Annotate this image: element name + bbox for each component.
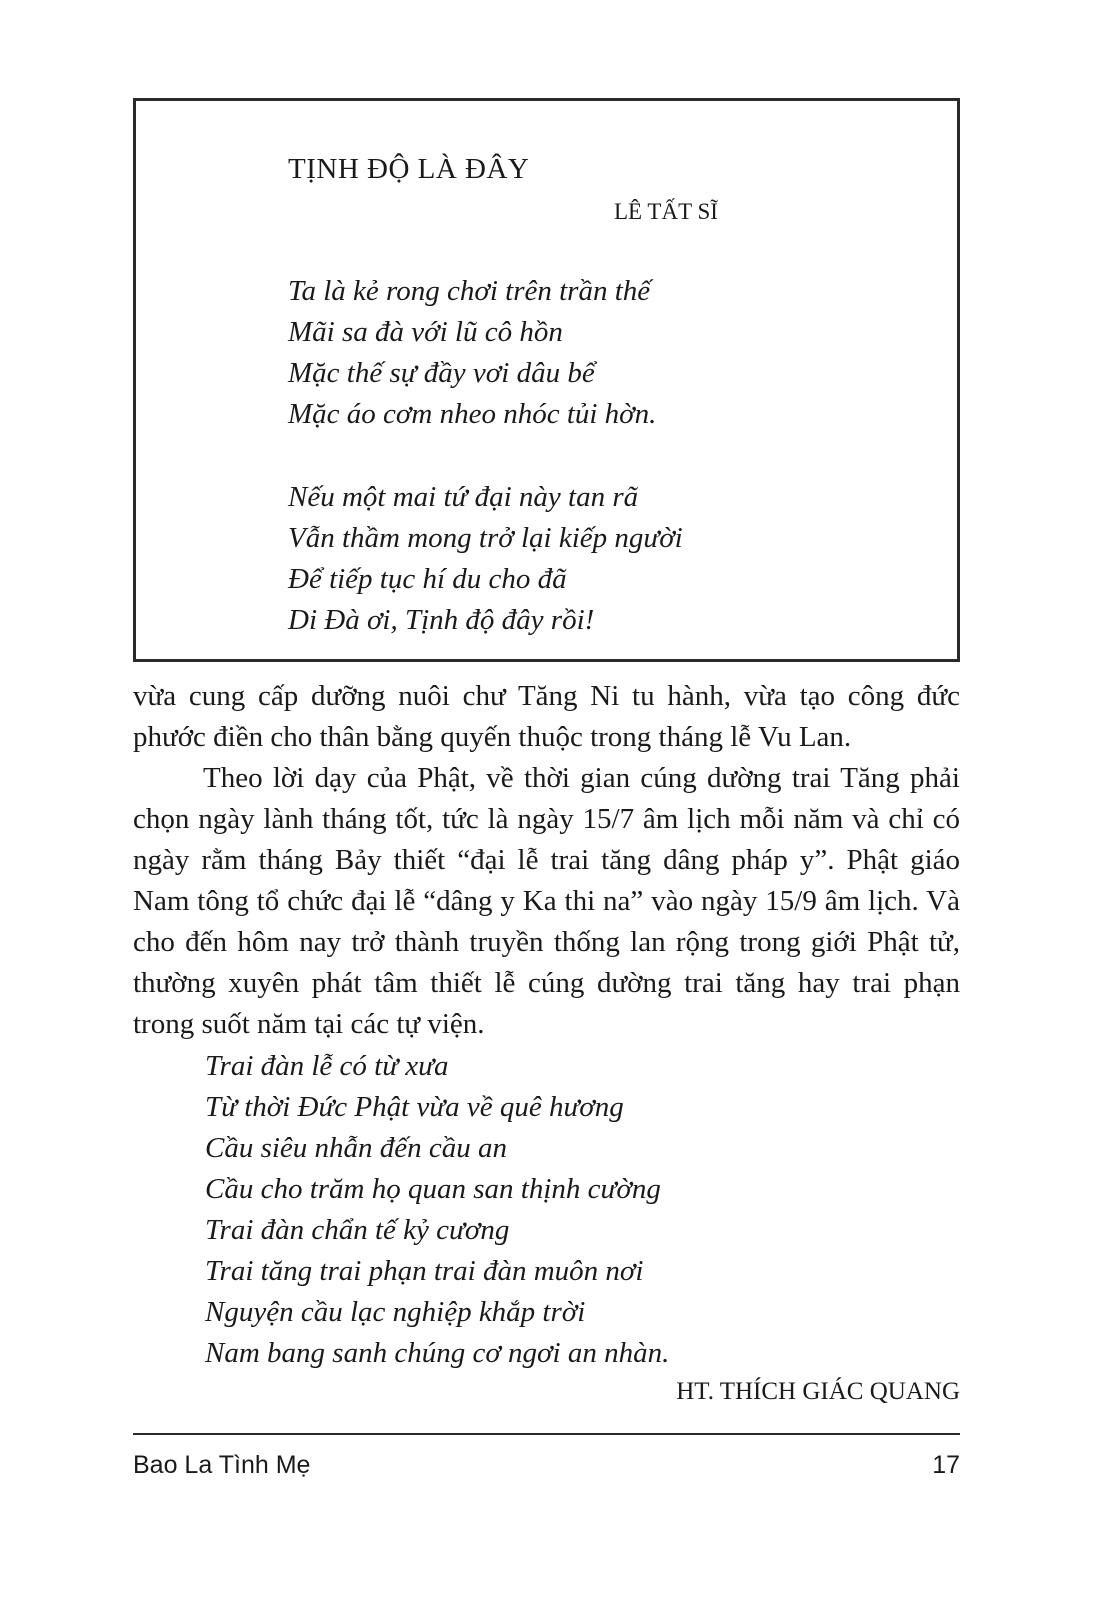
poem-box: [133, 98, 960, 662]
poem-line: Di Đà ơi, Tịnh độ đây rồi!: [288, 604, 595, 636]
poem-stanza-1: [288, 271, 656, 435]
page-number: 17: [932, 1451, 960, 1479]
verse-line: Cầu cho trăm họ quan san thịnh cường: [205, 1173, 661, 1205]
verse-line: Trai tăng trai phạn trai đàn muôn nơi: [205, 1255, 644, 1287]
poem-line: Mãi sa đà với lũ cô hồn: [288, 316, 563, 348]
verse-line: Nam bang sanh chúng cơ ngơi an nhàn.: [205, 1337, 670, 1369]
poem-stanza-2: [288, 477, 683, 641]
verse-block: [205, 1046, 669, 1374]
poem-line: Để tiếp tục hí du cho đã: [288, 563, 567, 595]
body-paragraph: Theo lời dạy của Phật, về thời gian cúng dường trai Tăng phải chọn ngày lành tháng tốt, tức là ngày 15/7 âm lịch mỗi năm và chỉ có ngày rằm tháng Bảy thiết “đại lễ trai tăng dâng pháp y”. Phật giáo Nam tông tổ chức đại lễ “dâng y Ka thi na” vào ngày 15/9 âm lịch. Và cho đến hôm nay trở thành truyền thống lan rộng trong giới Phật tử, thường xuyên phát tâm thiết lễ cúng dường trai tăng hay trai phạn trong suốt năm tại các tự viện.: [133, 762, 960, 1040]
poem-title: TỊNH ĐỘ LÀ ĐÂY: [288, 153, 530, 185]
verse-line: Từ thời Đức Phật vừa về quê hương: [205, 1091, 624, 1123]
footer-divider: [133, 1433, 960, 1435]
poem-line: Nếu một mai tứ đại này tan rã: [288, 481, 639, 513]
verse-line: Trai đàn chẩn tế kỷ cương: [205, 1214, 510, 1246]
verse-line: Nguyện cầu lạc nghiệp khắp trời: [205, 1296, 586, 1328]
poem-author: LÊ TẤT SĨ: [614, 199, 718, 224]
body-text: [133, 676, 960, 1045]
verse-signature: HT. THÍCH GIÁC QUANG: [676, 1378, 960, 1405]
poem-line: Mặc áo cơm nheo nhóc tủi hờn.: [288, 398, 657, 430]
poem-line: Ta là kẻ rong chơi trên trần thế: [288, 275, 651, 307]
footer-book-title: Bao La Tình Mẹ: [133, 1451, 311, 1479]
verse-line: Trai đàn lễ có từ xưa: [205, 1050, 449, 1082]
poem-line: Vẫn thầm mong trở lại kiếp người: [288, 522, 683, 554]
verse-line: Cầu siêu nhẫn đến cầu an: [205, 1132, 508, 1164]
body-paragraph: vừa cung cấp dưỡng nuôi chư Tăng Ni tu hành, vừa tạo công đức phước điền cho thân bằng quyến thuộc trong tháng lễ Vu Lan.: [133, 680, 960, 753]
poem-line: Mặc thế sự đầy vơi dâu bể: [288, 357, 595, 389]
